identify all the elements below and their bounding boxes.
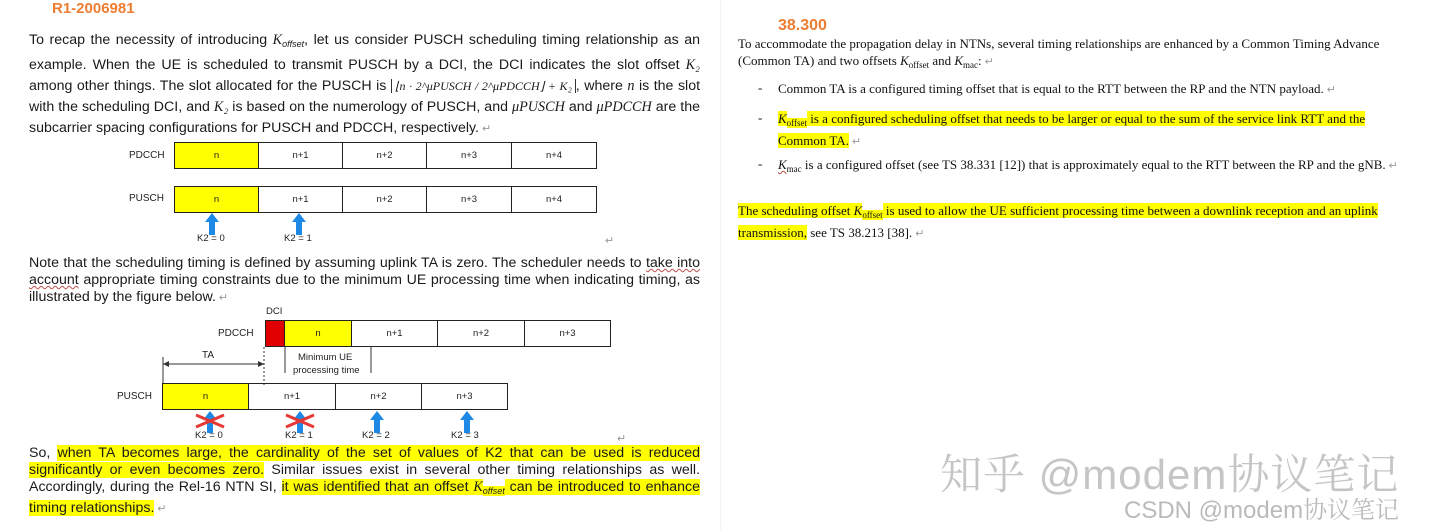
highlight: is a configured scheduling offset that needs to be larger or equal to the sum of the service link RTT and the Common TA.	[778, 111, 1366, 148]
fig2-arrow-label: K2 = 2	[362, 430, 390, 441]
paragraph-scheduling-note: Note that the scheduling timing is defined by assuming uplink TA is zero. The scheduler needs to take into account appropriate timing constraints due to the minimum UE processing time when indicating timing, as illustrated by the figure below. ↵	[29, 255, 700, 305]
fig1-pusch-slot: n	[174, 186, 259, 213]
fig1-pdcch-slot: n	[174, 142, 259, 169]
right-column	[720, 0, 1440, 530]
paragraph-mark-icon: ↵	[915, 228, 925, 240]
fig2-min-proc-label: Minimum UE	[298, 352, 353, 363]
fig2-pdcch-slot: n+1	[351, 320, 438, 347]
fig1-pdcch-label: PDCCH	[129, 150, 165, 161]
fig2-pdcch-slot: n+3	[524, 320, 611, 347]
fig1-pdcch-slot: n+1	[258, 142, 343, 169]
cross-icon	[194, 413, 226, 429]
cross-icon	[284, 413, 316, 429]
highlight: it was identified that an offset	[281, 479, 474, 495]
paragraph-mark-icon: ↵	[617, 433, 627, 445]
paragraph-mark-icon: ↵	[481, 123, 492, 135]
fig1-pusch-label: PUSCH	[129, 193, 165, 204]
fig1-pusch-slot: n+3	[426, 186, 512, 213]
fig2-pdcch-slot: n+2	[437, 320, 525, 347]
bullet-kmac: $K_{mac}$ is a configured offset (see TS 38.331 [12]) that is approximately equal to the RTT between the RP and the gNB. ↵	[778, 157, 1398, 174]
paragraph-mark-icon: ↵	[984, 56, 994, 68]
fig2-arrow-label: K2 = 1	[285, 430, 313, 441]
fig2-pusch-label: PUSCH	[117, 391, 153, 402]
bullet-dash: -	[758, 80, 763, 95]
fig1-arrow-label: K2 = 0	[197, 233, 225, 244]
highlight: when TA becomes large, the cardinality of the set of values of K2 that can be used is reduced significantly or even becomes zero.	[29, 445, 700, 478]
paragraph-mark-icon: ↵	[851, 136, 862, 148]
paragraph-mark-icon: ↵	[605, 235, 615, 247]
fig2-arrow-label: K2 = 3	[451, 430, 479, 441]
fig2-min-proc-label: processing time	[293, 365, 360, 376]
fig1-pusch-slot: n+2	[342, 186, 427, 213]
bullet-koffset: $K_{offset}$ is a configured scheduling offset that needs to be larger or equal to the sum of the service link RTT and the Common TA. ↵	[778, 111, 1366, 148]
fig2-pusch-slot: n+2	[335, 383, 422, 410]
fig2-pusch-slot: n+1	[248, 383, 336, 410]
paragraph-mark-icon: ↵	[1326, 84, 1336, 96]
fig2-pusch-slot: n+3	[421, 383, 508, 410]
fig1-pdcch-slot: n+3	[426, 142, 512, 169]
up-arrow-icon	[292, 213, 306, 235]
fig2-dci-label: DCI	[266, 306, 283, 317]
paragraph-conclusion: So, when TA becomes large, the cardinality of the set of values of K2 that can be used is reduced significantly or even becomes zero. Similar issues exist in several other timing relationships as well. Accordingly, during the Rel-16 NTN SI, it was identified that an offset $K_{offset}$ can be introduced to enhance timing relationships. ↵	[29, 445, 701, 516]
fig1-pusch-slot: n+4	[511, 186, 597, 213]
bullet-dash: -	[758, 156, 763, 171]
up-arrow-icon	[205, 213, 219, 235]
fig1-arrow-label: K2 = 1	[284, 233, 312, 244]
spec-heading: 38.300	[778, 17, 827, 34]
paragraph-recap: To recap the necessity of introducing $K_{offset}$, let us consider PUSCH scheduling timing relationship as an example. When the UE is scheduled to transmit PUSCH by a DCI, the DCI indicates the slot offset K₂ among other things. The slot allocated for the PUSCH is ⌊n · 2^μPUSCH / 2^μPDCCH⌋ + K₂ , where n is the slot with the scheduling DCI, and K₂ is based on the numerology of PUSCH, and μPUSCH and μPDCCH are the subcarrier spacing configurations for PUSCH and PDCCH, respectively. ↵	[29, 32, 701, 136]
fig2-arrow-label: K2 = 0	[195, 430, 223, 441]
fig2-dci-block	[265, 320, 285, 347]
highlight: The scheduling offset	[738, 203, 854, 218]
fig2-pdcch-label: PDCCH	[218, 328, 254, 339]
paragraph-mark-icon: ↵	[157, 503, 167, 515]
highlight: is used to allow the UE sufficient processing time between a downlink reception and an uplink transmission,	[738, 203, 1378, 240]
fig1-pdcch-slot: n+2	[342, 142, 427, 169]
highlight: can be introduced to enhance timing relationships.	[29, 479, 701, 516]
doc-id-heading: R1-2006981	[52, 0, 135, 17]
fig2-ta-label: TA	[202, 350, 215, 361]
fig1-pusch-slot: n+1	[258, 186, 343, 213]
paragraph-closing: The scheduling offset $K_{offset}$ is used to allow the UE sufficient processing time between a downlink reception and an uplink transmission, see TS 38.213 [38]. ↵	[738, 203, 1378, 240]
bullet-dash: -	[758, 110, 763, 125]
bullet-common-ta: Common TA is a configured timing offset that is equal to the RTT between the RP and the NTN payload. ↵	[778, 81, 1336, 96]
paragraph-mark-icon: ↵	[218, 292, 229, 304]
zhihu-watermark: 知乎 @modem协议笔记	[940, 451, 1400, 498]
paragraph-intro: To accommodate the propagation delay in NTNs, several timing relationships are enhanced by a Common Timing Advance (Common TA) and two offsets $K_{offset}$ and $K_{mac}$: ↵	[738, 36, 1380, 70]
fig2-pdcch-slot: n	[284, 320, 352, 347]
paragraph-mark-icon: ↵	[1388, 160, 1398, 172]
slot-formula: ⌊n · 2^μPUSCH / 2^μPDCCH⌋ + K₂	[391, 79, 576, 93]
fig1-pdcch-slot: n+4	[511, 142, 597, 169]
csdn-watermark: CSDN @modem协议笔记	[1124, 497, 1400, 524]
fig2-pusch-slot: n	[162, 383, 249, 410]
